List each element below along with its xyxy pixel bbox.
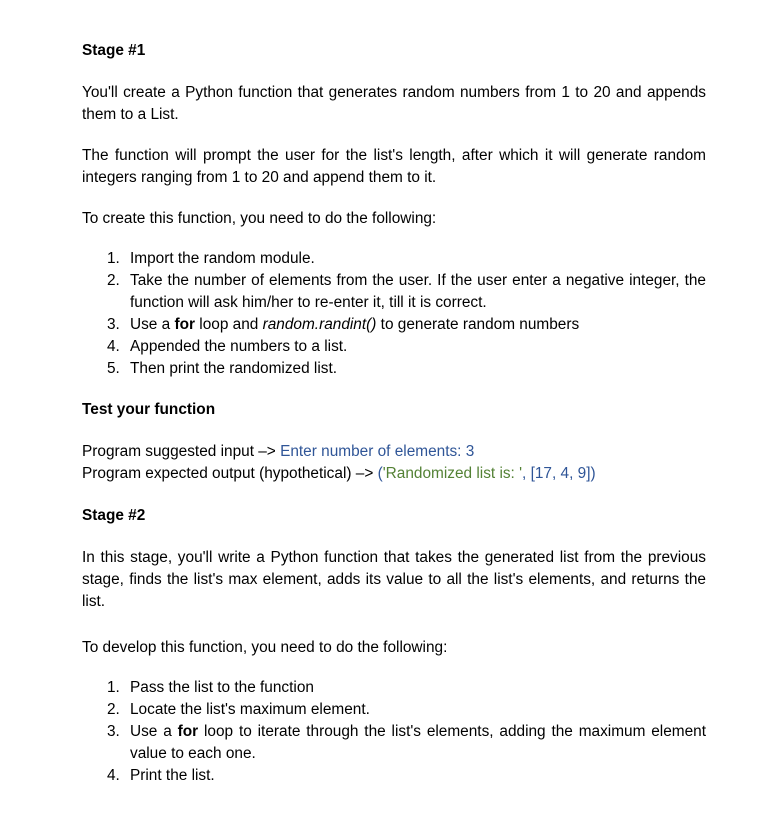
- stage2-intro: In this stage, you'll write a Python function that takes the generated list from the previous stage, finds the list's max element, adds its value to all the list's elements, and returns the list.: [82, 549, 706, 610]
- list-item: 3. Use a for loop to iterate through the list's elements, adding the maximum element value to each one.: [107, 723, 706, 762]
- output-list: , [17, 4, 9]): [522, 465, 596, 482]
- expected-output-line: Program expected output (hypothetical) –> ('Randomized list is: ', [17, 4, 9]): [82, 465, 596, 482]
- list-item: 2. Locate the list's maximum element.: [107, 701, 370, 718]
- list-item: 4. Appended the numbers to a list.: [107, 338, 348, 355]
- stage1-intro: You'll create a Python function that generates random numbers from 1 to 20 and appends them to a List.: [82, 84, 706, 123]
- list-item: 1. Pass the list to the function: [107, 679, 314, 696]
- stage1-steps-list: [82, 248, 706, 380]
- test-heading: Test your function: [82, 401, 216, 418]
- output-string: 'Randomized list is: ': [382, 465, 523, 482]
- for-keyword: for: [177, 723, 199, 740]
- suggested-input-line: Program suggested input –> Enter number of elements: 3: [82, 443, 475, 460]
- list-item: 5. Then print the randomized list.: [107, 360, 338, 377]
- stage2-todo: To develop this function, you need to do the following:: [82, 639, 448, 656]
- list-item: 4. Print the list.: [107, 767, 215, 784]
- stage1-heading: Stage #1: [82, 42, 146, 59]
- list-item: 3. Use a for loop and random.randint() to generate random numbers: [107, 316, 580, 333]
- list-item: 2. Take the number of elements from the user. If the user enter a negative integer, the function will ask him/her to re-enter it, till it is correct.: [107, 272, 706, 311]
- stage2-heading: Stage #2: [82, 507, 146, 524]
- suggested-input-value: Enter number of elements: 3: [280, 443, 475, 460]
- for-keyword: for: [174, 316, 196, 333]
- list-item: 1. Import the random module.: [107, 250, 315, 267]
- randint-function: random.randint(): [262, 316, 377, 333]
- stage1-todo: To create this function, you need to do the following:: [82, 210, 437, 227]
- stage2-steps-list: [82, 677, 706, 787]
- stage1-prompt-description: The function will prompt the user for the list's length, after which it will generate random integers ranging from 1 to 20 and append them to it.: [82, 147, 706, 186]
- document-content: [82, 40, 706, 787]
